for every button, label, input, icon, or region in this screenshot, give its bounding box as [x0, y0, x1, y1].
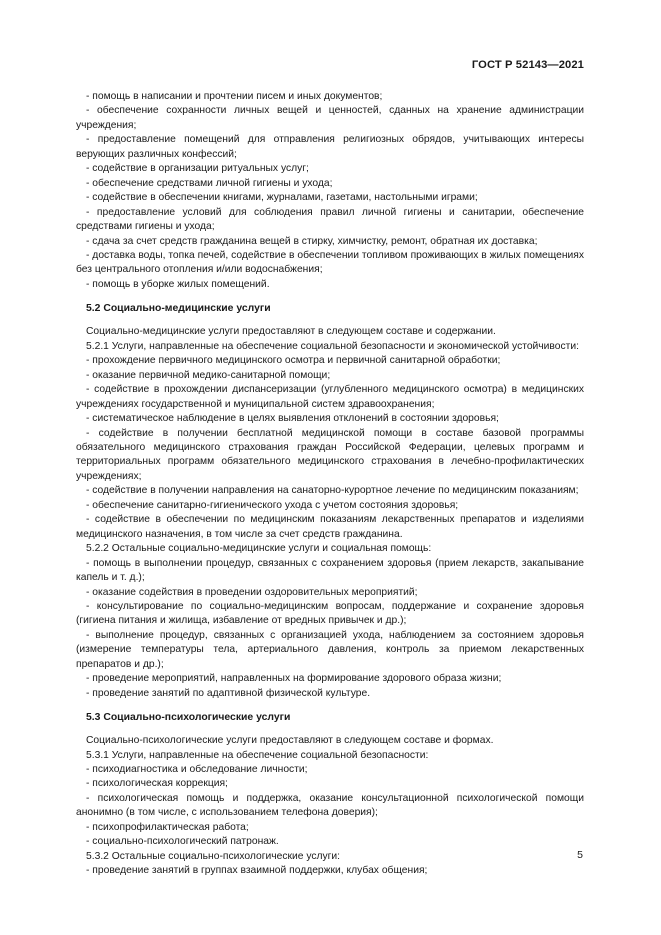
subsection-5-3-2: 5.3.2 Остальные социально-психологические услуги:: [86, 850, 341, 862]
list-item: - сдача за счет средств гражданина вещей в стирку, химчистку, ремонт, обратная их доставка;: [86, 235, 538, 247]
list-item: - помощь в выполнении процедур, связанных с сохранением здоровья (прием лекарств, закапывание капель и т. д.);: [76, 557, 584, 584]
list-item: - систематическое наблюдение в целях выявления отклонений в состоянии здоровья;: [86, 413, 499, 425]
list-item: - выполнение процедур, связанных с организацией ухода, наблюдением за состоянием здоровья (измерение температуры тела, артериального давления, контроль за приемом лекарственных препаратов и др.);: [76, 629, 584, 670]
list-item: - проведение занятий по адаптивной физической культуре.: [86, 687, 371, 699]
list-item: - социально-психологический патронаж.: [86, 836, 279, 848]
list-item: - обеспечение средствами личной гигиены и ухода;: [86, 177, 333, 189]
list-item: - оказание первичной медико-санитарной помощи;: [86, 369, 331, 381]
list-item: - содействие в обеспечении по медицинским показаниям лекарственных препаратов и изделиями медицинского назначения, в том числе за счет средств гражданина.: [76, 514, 584, 540]
section-intro: Социально-медицинские услуги предоставляют в следующем составе и содержании.: [86, 326, 496, 338]
list-item: - содействие в получении направления на санаторно-курортное лечение по медицинским показаниям;: [86, 485, 579, 497]
subsection-5-3-1: 5.3.1 Услуги, направленные на обеспечение социальной безопасности:: [86, 749, 429, 761]
list-item: - доставка воды, топка печей, содействие в обеспечении топливом проживающих в жилых помещениях без центрального отопления и/или водоснабжения;: [76, 249, 584, 276]
list-item: - обеспечение сохранности личных вещей и ценностей, сданных на хранение администрации учреждения;: [76, 105, 584, 131]
list-item: - прохождение первичного медицинского осмотра и первичной санитарной обработки;: [86, 355, 501, 367]
page-number: 5: [577, 849, 583, 861]
section-heading-5-2: 5.2 Социально-медицинские услуги: [86, 303, 271, 315]
list-item: - содействие в обеспечении книгами, журналами, газетами, настольными играми;: [86, 192, 478, 204]
list-item: - содействие в прохождении диспансеризации (углубленного медицинского осмотра) в медицинских учреждениях государственной и муниципальной систем здравоохранения;: [76, 384, 584, 410]
subsection-5-2-1: 5.2.1 Услуги, направленные на обеспечение социальной безопасности и экономической устойчивости:: [86, 340, 579, 352]
list-item: - предоставление помещений для отправления религиозных обрядов, учитывающих интересы верующих различных конфессий;: [76, 134, 584, 160]
subsection-5-2-2: 5.2.2 Остальные социально-медицинские услуги и социальная помощь:: [86, 543, 432, 555]
list-item: - психопрофилактическая работа;: [86, 821, 249, 833]
list-item: - содействие в получении бесплатной медицинской помощи в составе базовой программы обязательного медицинского страхования граждан Российской Федерации, целевых программ и территориальных программ обязательного медицинского страхования в лечебно-профилактических учреждениях;: [76, 427, 584, 482]
section-heading-5-3: 5.3 Социально-психологические услуги: [86, 712, 291, 724]
list-item: - психологическая помощь и поддержка, оказание консультационной психологической помощи анонимно (в том числе, с использованием телефона доверия);: [76, 792, 584, 819]
list-item: - помощь в написании и прочтении писем и иных документов;: [86, 91, 383, 102]
list-item: - проведение мероприятий, направленных на формирование здорового образа жизни;: [86, 673, 502, 685]
list-item: - проведение занятий в группах взаимной поддержки, клубах общения;: [86, 865, 428, 877]
document-code: ГОСТ Р 52143—2021: [471, 59, 584, 71]
list-item: - содействие в организации ритуальных услуг;: [86, 163, 309, 175]
list-item: - предоставление условий для соблюдения правил личной гигиены и санитарии, обеспечение средствами гигиены и ухода;: [76, 206, 584, 233]
list-item: - помощь в уборке жилых помещений.: [86, 278, 270, 290]
list-item: - оказание содействия в проведении оздоровительных мероприятий;: [86, 586, 418, 598]
list-item: - психодиагностика и обследование личности;: [86, 764, 308, 776]
list-item: - психологическая коррекция;: [86, 778, 228, 790]
section-intro: Социально-психологические услуги предоставляют в следующем составе и формах.: [86, 735, 494, 747]
list-item: - консультирование по социально-медицинским вопросам, поддержание и сохранение здоровья (гигиена питания и жилища, избавление от вредных привычек и др.);: [76, 600, 584, 627]
list-item: - обеспечение санитарно-гигиенического ухода с учетом состояния здоровья;: [86, 499, 459, 511]
intro-list: [76, 90, 584, 292]
document-body: [76, 90, 584, 879]
